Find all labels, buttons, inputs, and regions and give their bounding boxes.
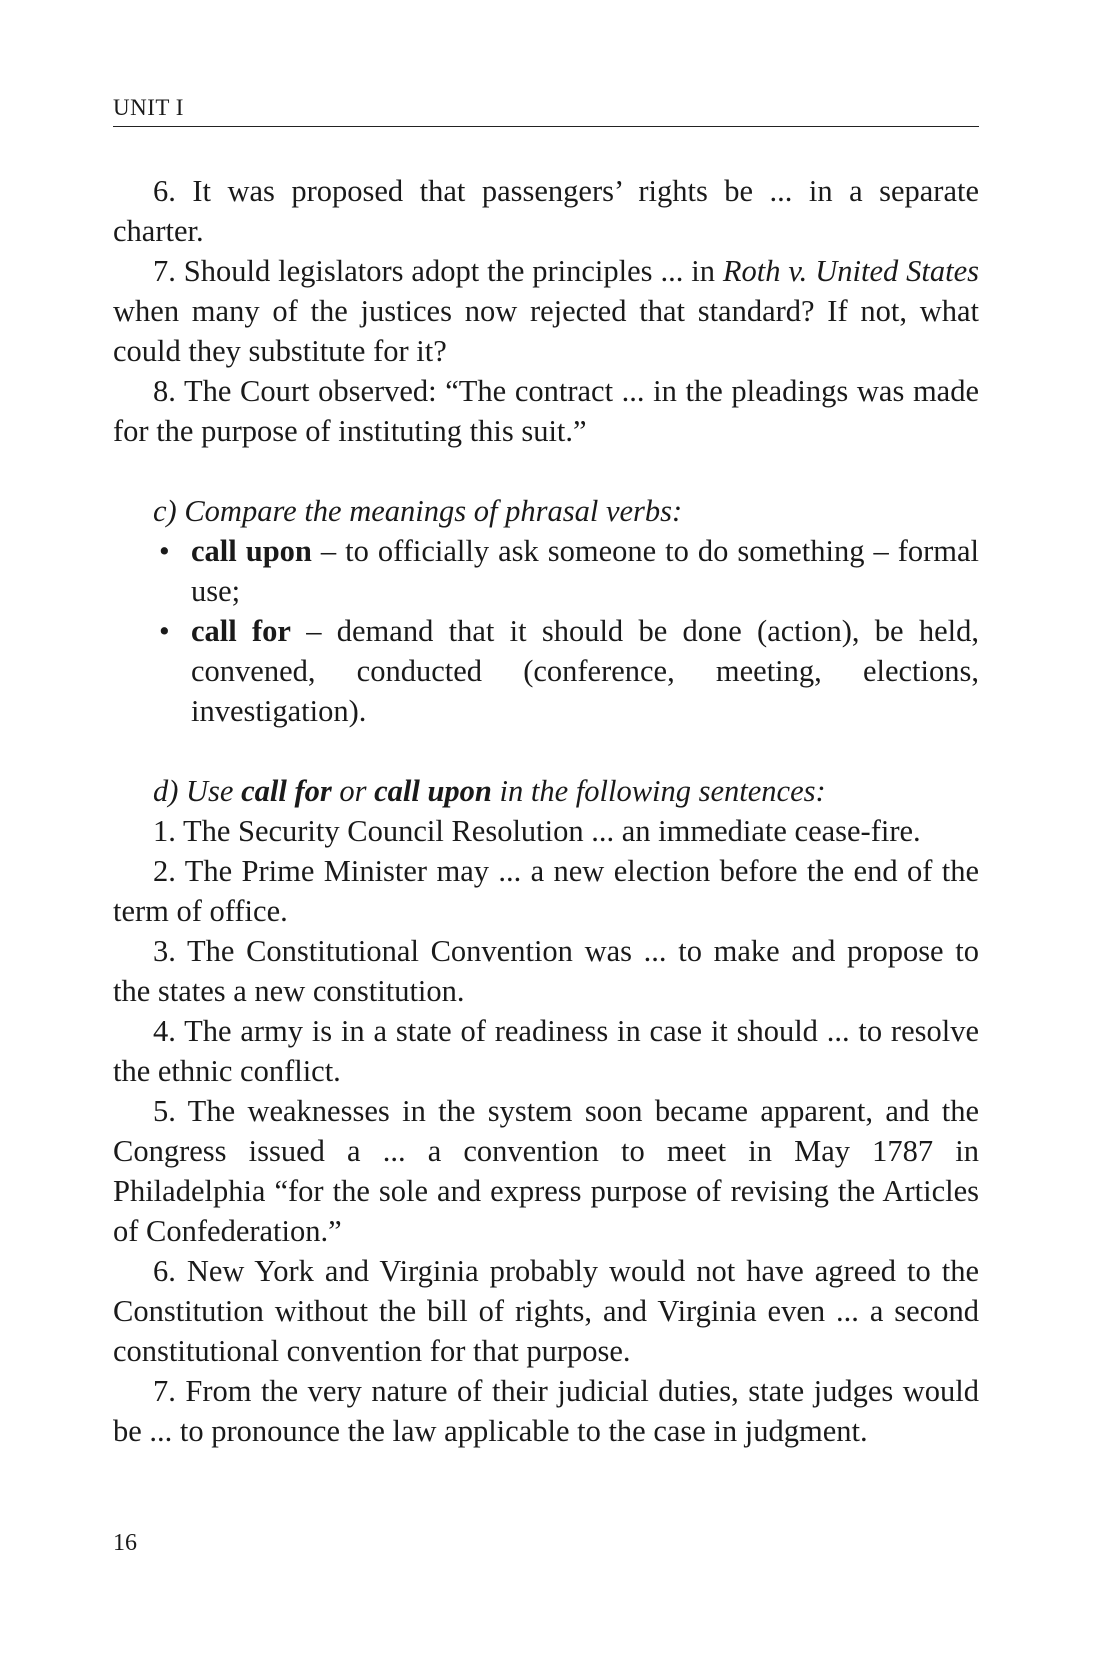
spacer [113,731,979,771]
exercise-d-sentence-7: 7. From the very nature of their judicial duties, state judges would be ... to pronounce the law applicable to the case in judgment. [113,1374,979,1448]
list-item [113,531,979,611]
heading-term: call for [241,774,332,808]
case-name: Roth v. United States [722,254,979,288]
exercise-d-sentence-1: 1. The Security Council Resolution ... an immediate cease-fire. [153,814,921,848]
exercise-d-sentence-5: 5. The weaknesses in the system soon became apparent, and the Congress issued a ... a convention to meet in May 1787 in Philadelphia “for the sole and express purpose of revising the Articles of Confederation.” [113,1094,979,1248]
exercise-c-heading: c) Compare the meanings of phrasal verbs: [153,494,683,528]
phrasal-verb-definition: – to officially ask someone to do something – formal use; [191,534,979,608]
phrasal-verb-list [113,531,979,731]
sentence-7-start: 7. Should legislators adopt the principles ... in [153,254,723,288]
page-number: 16 [113,1530,137,1556]
heading-part: or [331,774,375,808]
list-item [113,611,979,731]
exercise-d-sentence-2: 2. The Prime Minister may ... a new election before the end of the term of office. [113,854,979,928]
header-rule [113,126,979,127]
exercise-d-sentence-4: 4. The army is in a state of readiness in case it should ... to resolve the ethnic conflict. [113,1014,979,1088]
exercise-d-sentence-3: 3. The Constitutional Convention was ... to make and propose to the states a new constitution. [113,934,979,1008]
spacer [113,451,979,491]
exercise-d-heading [113,771,979,811]
page-body [113,171,979,1451]
exercise-d-sentence-6: 6. New York and Virginia probably would not have agreed to the Constitution without the bill of rights, and Virginia even ... a second constitutional convention for that purpose. [113,1254,979,1368]
heading-part: in the following sentences: [491,774,826,808]
phrasal-verb-definition: – demand that it should be done (action), be held, convened, conducted (conference, meeting, elections, investigation). [191,614,979,728]
running-head: UNIT I [113,95,184,120]
book-page [113,90,979,1451]
sentence-7-end: when many of the justices now rejected that standard? If not, what could they substitute for it? [113,294,979,368]
heading-term: call upon [374,774,492,808]
exercise-b-sentence-6: 6. It was proposed that passengers’ rights be ... in a separate charter. [113,174,979,248]
exercise-b-sentence-7 [113,251,979,371]
exercise-b-sentence-8: 8. The Court observed: “The contract ... in the pleadings was made for the purpose of instituting this suit.” [113,374,979,448]
phrasal-verb-term: call for [191,614,291,648]
phrasal-verb-term: call upon [191,534,312,568]
heading-part: d) Use [153,774,242,808]
